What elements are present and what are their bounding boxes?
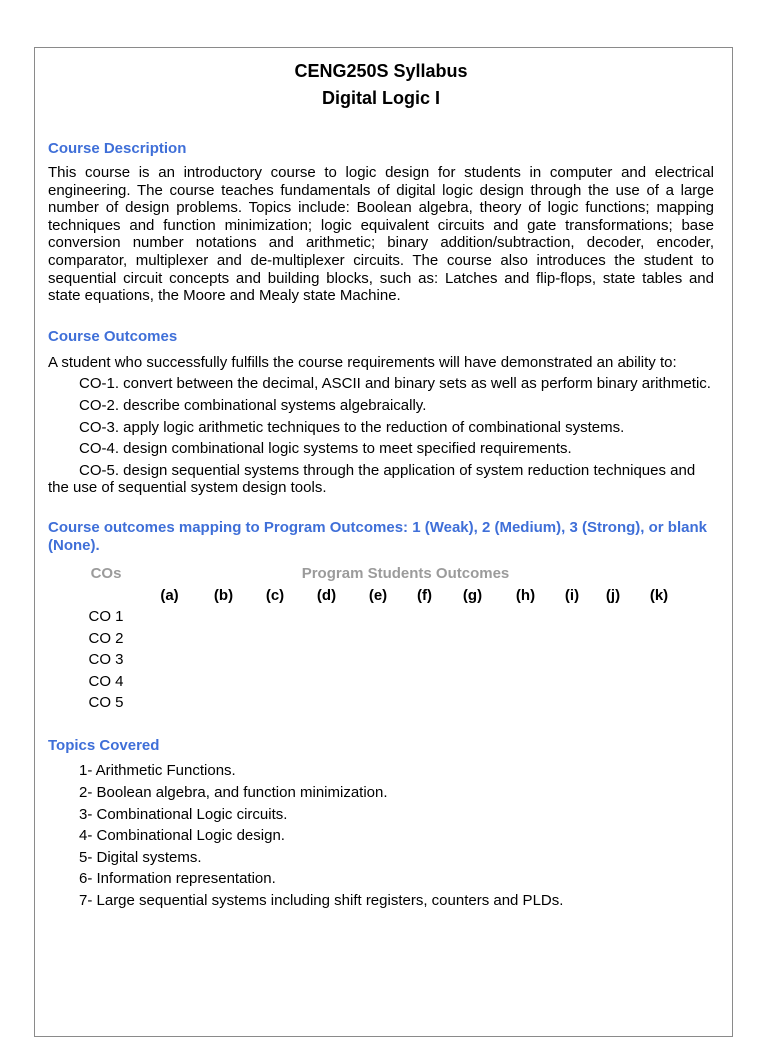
table-row xyxy=(86,627,685,649)
table-row xyxy=(86,692,685,714)
course-description-text: This course is an introductory course to logic design for students in computer and electrical engineering. The course teaches fundamentals of digital logic design through the use of a large number of design problems. Topics include: Boolean algebra, theory of logic functions; mapping techniques and function minimization; logic equivalent circuits and gate transformations; base conversion number notations and arithmetic; binary addition/subtraction, decoder, encoder, comparator, multiplexer and de-multiplexer circuits. The course also introduces the student to sequential circuit concepts and building blocks, such as: Latches and flip-flops, state tables and state equations, the Moore and Mealy state Machine. xyxy=(48,164,714,305)
document-page xyxy=(34,47,733,1037)
course-description-heading: Course Description xyxy=(48,140,187,157)
document-subtitle: Digital Logic I xyxy=(321,88,440,108)
course-outcome-item: CO-2. describe combinational systems algebraically. xyxy=(79,396,427,414)
outcome-column-header: (g) xyxy=(462,586,483,604)
course-outcomes-intro: A student who successfully fulfills the course requirements will have demonstrated an ability to: xyxy=(48,353,677,371)
topic-item: 1- Arithmetic Functions. xyxy=(79,762,236,780)
course-outcome-item: CO-4. design combinational logic systems to meet specified requirements. xyxy=(79,440,572,458)
topic-item: 7- Large sequential systems including shift registers, counters and PLDs. xyxy=(79,891,564,909)
topic-item: 5- Digital systems. xyxy=(79,848,202,866)
outcome-column-header: (e) xyxy=(368,586,388,604)
co-row-label: CO 1 xyxy=(88,608,124,626)
co-row-label: CO 4 xyxy=(88,672,124,690)
course-outcome-item: CO-5. design sequential systems through the application of system reduction techniques and the use of sequential system design tools. xyxy=(48,461,696,497)
table-row xyxy=(86,649,685,671)
co-row-label: CO 2 xyxy=(88,629,124,647)
cos-header: COs xyxy=(90,565,122,583)
outcome-column-header: (f) xyxy=(417,586,432,604)
mapping-heading: Course outcomes mapping to Program Outcomes: 1 (Weak), 2 (Medium), 3 (Strong), or blank (None). xyxy=(48,518,707,554)
outcome-column-header: (a) xyxy=(160,586,179,604)
course-outcomes-heading: Course Outcomes xyxy=(48,327,178,345)
topics-heading: Topics Covered xyxy=(48,737,160,755)
outcomes-mapping-table xyxy=(86,563,685,714)
table-row xyxy=(86,606,685,628)
course-outcome-item: CO-1. convert between the decimal, ASCII and binary sets as well as perform binary arithmetic. xyxy=(79,375,711,393)
outcome-column-header: (j) xyxy=(605,586,621,604)
outcome-column-header: (c) xyxy=(265,586,285,604)
outcome-column-header: (b) xyxy=(213,586,234,604)
document-content xyxy=(48,58,714,910)
co-row-label: CO 3 xyxy=(88,651,124,669)
document-title: CENG250S Syllabus xyxy=(294,61,468,81)
program-outcomes-header: Program Students Outcomes xyxy=(301,565,510,583)
table-row xyxy=(86,670,685,692)
topic-item: 3- Combinational Logic circuits. xyxy=(79,805,288,823)
co-row-label: CO 5 xyxy=(88,694,124,712)
topic-item: 4- Combinational Logic design. xyxy=(79,827,285,845)
topic-item: 2- Boolean algebra, and function minimization. xyxy=(79,784,388,801)
outcome-column-header: (i) xyxy=(564,586,580,604)
outcome-column-header: (d) xyxy=(316,586,337,604)
course-outcome-item: CO-3. apply logic arithmetic techniques to the reduction of combinational systems. xyxy=(79,418,625,436)
outcome-column-header: (k) xyxy=(649,586,669,604)
topic-item: 6- Information representation. xyxy=(79,870,276,888)
outcome-column-header: (h) xyxy=(515,586,536,604)
